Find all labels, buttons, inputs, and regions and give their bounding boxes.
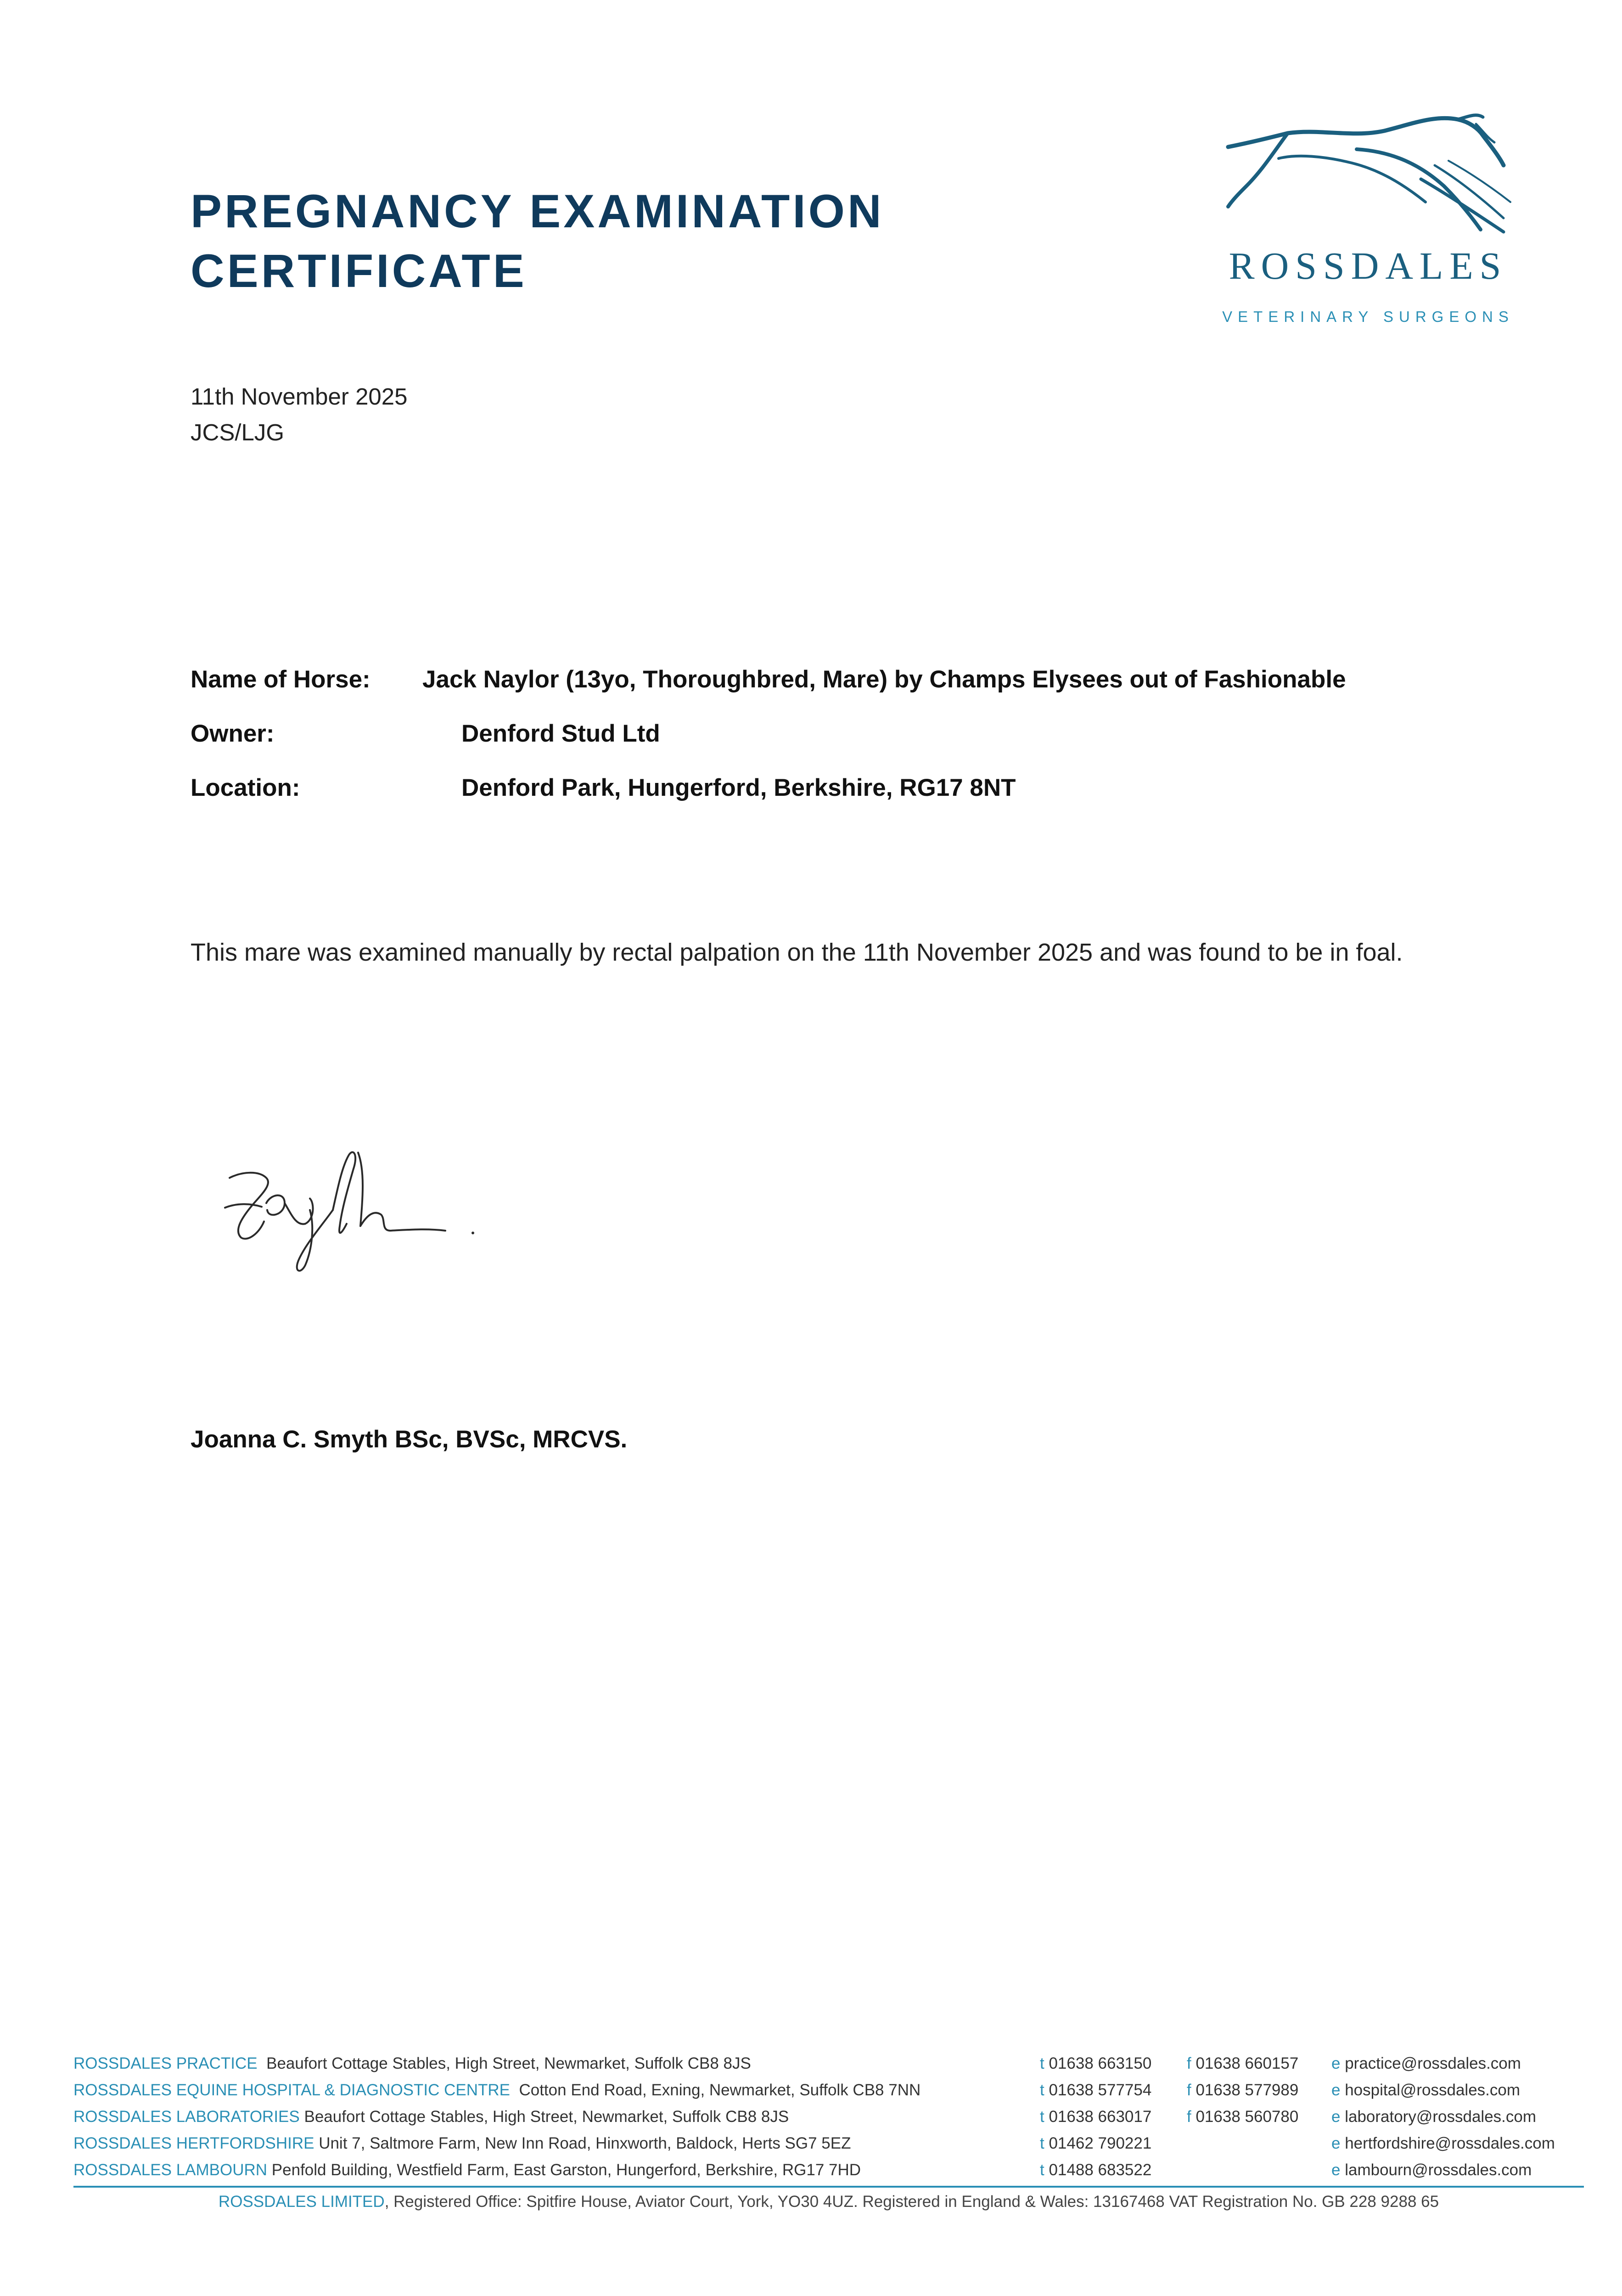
horse-logo-icon: [1219, 110, 1517, 239]
location-value: Denford Park, Hungerford, Berkshire, RG17 8NT: [461, 774, 1016, 801]
footer-office-row: [73, 2104, 1584, 2130]
examination-statement: This mare was examined manually by rectal palpation on the 11th November 2025 and was found to be in foal.: [191, 939, 1403, 966]
office-name: ROSSDALES LABORATORIES: [73, 2108, 300, 2126]
footer-office-row: [73, 2077, 1584, 2104]
logo-subtitle: VETERINARY SURGEONS: [1222, 308, 1514, 325]
office-email[interactable]: e hertfordshire@rossdales.com: [1331, 2134, 1555, 2152]
horse-label: Name of Horse:: [191, 666, 370, 693]
office-address: Penfold Building, Westfield Farm, East Garston, Hungerford, Berkshire, RG17 7HD: [271, 2161, 861, 2179]
legal-text: , Registered Office: Spitfire House, Aviator Court, York, YO30 4UZ. Registered in England & Wales: 13167468 VAT Registration No. GB 228 9288 65: [384, 2193, 1439, 2211]
location-label: Location:: [191, 774, 300, 801]
office-address: Beaufort Cottage Stables, High Street, Newmarket, Suffolk CB8 8JS: [266, 2054, 751, 2072]
office-tel: t 01488 683522: [1040, 2161, 1152, 2179]
footer-divider: [73, 2186, 1584, 2188]
office-email[interactable]: e practice@rossdales.com: [1331, 2054, 1521, 2072]
office-tel: t 01638 577754: [1040, 2081, 1152, 2099]
office-email[interactable]: e hospital@rossdales.com: [1331, 2081, 1521, 2099]
page-title-line-1: PREGNANCY EXAMINATION: [191, 185, 884, 237]
office-name: ROSSDALES EQUINE HOSPITAL & DIAGNOSTIC CENTRE: [73, 2081, 511, 2099]
office-email[interactable]: e laboratory@rossdales.com: [1331, 2108, 1537, 2126]
legal-company-name: ROSSDALES LIMITED: [218, 2193, 385, 2211]
office-name: ROSSDALES HERTFORDSHIRE: [73, 2134, 314, 2152]
office-address: Unit 7, Saltmore Farm, New Inn Road, Hinxworth, Baldock, Herts SG7 5EZ: [319, 2134, 851, 2152]
office-email[interactable]: e lambourn@rossdales.com: [1331, 2161, 1532, 2179]
rossdales-logo: [1219, 110, 1517, 335]
handwritten-signature: [216, 1134, 514, 1286]
footer-contacts: [73, 2050, 1584, 2183]
horse-value: Jack Naylor (13yo, Thoroughbred, Mare) by Champs Elysees out of Fashionable: [422, 666, 1346, 693]
office-fax: f 01638 560780: [1187, 2108, 1299, 2126]
office-fax: f 01638 660157: [1187, 2054, 1299, 2072]
office-address: Cotton End Road, Exning, Newmarket, Suffolk CB8 7NN: [519, 2081, 921, 2099]
document-reference: JCS/LJG: [191, 419, 285, 445]
owner-value: Denford Stud Ltd: [461, 720, 660, 747]
document-meta: [191, 379, 408, 450]
owner-label: Owner:: [191, 720, 275, 747]
office-address: Beaufort Cottage Stables, High Street, Newmarket, Suffolk CB8 8JS: [304, 2108, 789, 2126]
office-fax: f 01638 577989: [1187, 2081, 1299, 2099]
footer-legal: [73, 2190, 1584, 2213]
footer-office-row: [73, 2050, 1584, 2077]
page-title-line-2: CERTIFICATE: [191, 245, 527, 297]
page-title: [191, 181, 884, 301]
document-date: 11th November 2025: [191, 383, 408, 410]
logo-name: ROSSDALES: [1229, 245, 1508, 287]
footer-office-row: [73, 2157, 1584, 2183]
office-tel: t 01638 663150: [1040, 2054, 1152, 2072]
office-name: ROSSDALES PRACTICE: [73, 2054, 258, 2072]
signatory-name: Joanna C. Smyth BSc, BVSc, MRCVS.: [191, 1426, 628, 1453]
office-name: ROSSDALES LAMBOURN: [73, 2161, 268, 2179]
office-tel: t 01638 663017: [1040, 2108, 1152, 2126]
footer-office-row: [73, 2130, 1584, 2157]
office-tel: t 01462 790221: [1040, 2134, 1152, 2152]
